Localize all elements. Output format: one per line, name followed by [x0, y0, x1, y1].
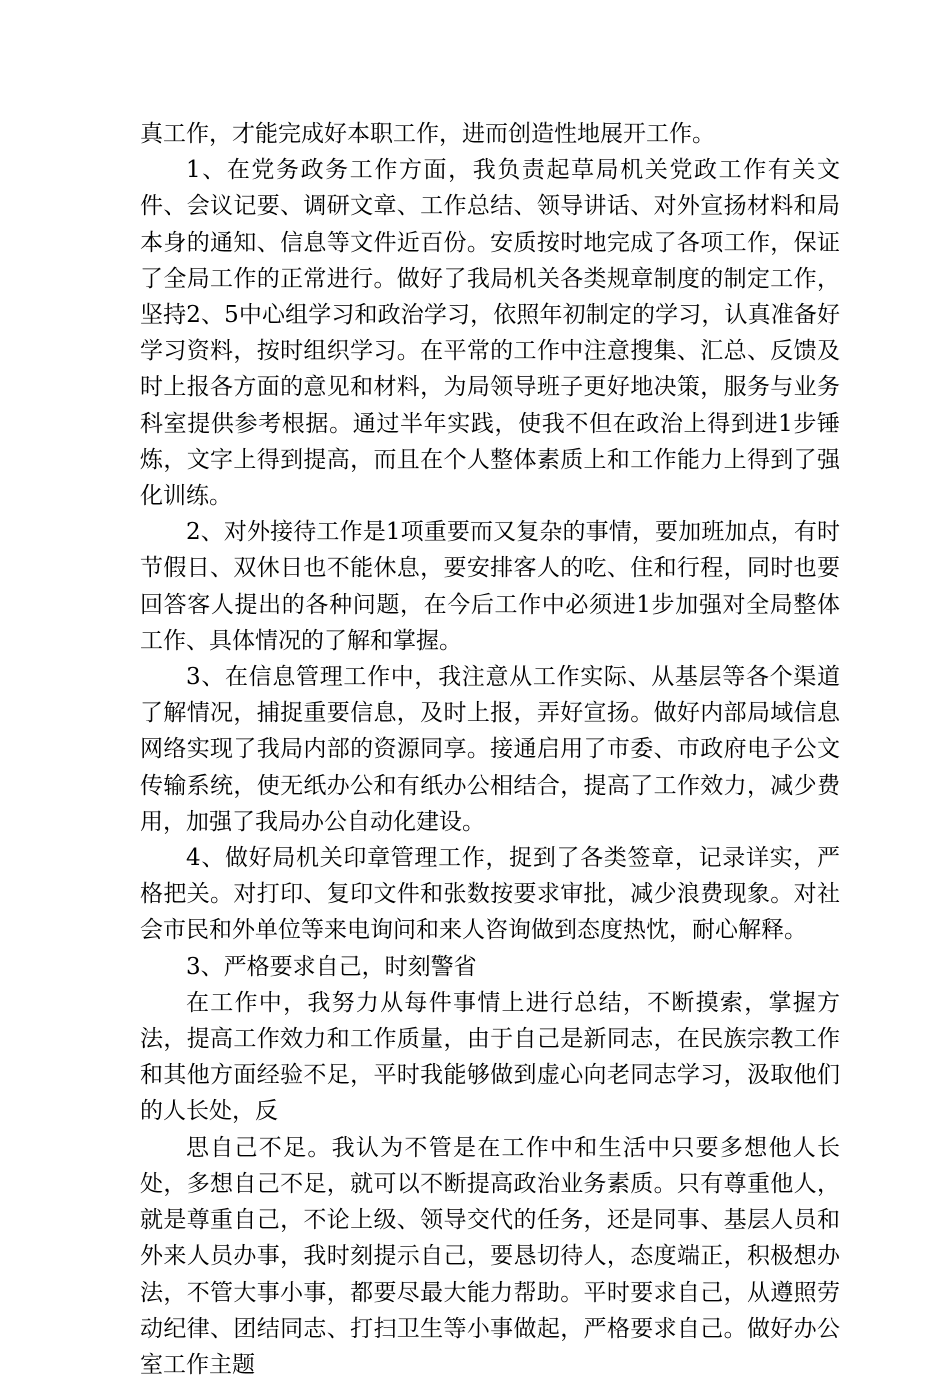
paragraph-party-affairs: 1、在党务政务工作方面，我负责起草局机关党政工作有关文件、会议记要、调研文章、工作总结、领导讲话、对外宣扬材料和局本身的通知、信息等文件近百份。安质按时地完成了各项工作，保证了全局工作的正常进行。做好了我局机关各类规章制度的制定工作，坚持2、5中心组学习和政治学习，依照年初制定的学习，认真准备好学习资料，按时组织学习。在平常的工作中注意搜集、汇总、反馈及时上报各方面的意见和材料，为局领导班子更好地决策，服务与业务科室提供参考根据。通过半年实践，使我不但在政治上得到进1步锤炼，文字上得到提高，而且在个人整体素质上和工作能力上得到了强化训练。 [140, 157, 840, 510]
paragraph-information-management: 3、在信息管理工作中，我注意从工作实际、从基层等各个渠道了解情况，捕捉重要信息，及时上报，弄好宣扬。做好内部局域信息网络实现了我局内部的资源同享。接通启用了市委、市政府电子公文传输系统，使无纸办公和有纸办公相结合，提高了工作效力，减少费用，加强了我局办公自动化建设。 [140, 664, 840, 835]
paragraph-work-summary: 在工作中，我努力从每件事情上进行总结，不断摸索，掌握方法，提高工作效力和工作质量，由于自己是新同志，在民族宗教工作和其他方面经验不足，平时我能够做到虚心向老同志学习，汲取他们的人长处，反 [140, 989, 840, 1125]
paragraph-continuation: 真工作，才能完成好本职工作，进而创造性地展开工作。 [140, 121, 715, 147]
document-body [140, 116, 840, 1383]
section-heading-self-discipline: 3、严格要求自己，时刻警省 [186, 953, 477, 980]
paragraph-seal-management: 4、做好局机关印章管理工作，捉到了各类签章，记录详实，严格把关。对打印、复印文件和张数按要求审批，减少浪费现象。对社会市民和外单位等来电询问和来人咨询做到态度热忱，耐心解释。 [140, 845, 840, 944]
paragraph-self-reflection: 思自己不足。我认为不管是在工作中和生活中只要多想他人长处，多想自己不足，就可以不断提高政治业务素质。只有尊重他人，就是尊重自己，不论上级、领导交代的任务，还是同事、基层人员和外来人员办事，我时刻提示自己，要恳切待人，态度端正，积极想办法，不管大事小事，都要尽最大能力帮助。平时要求自己，从遵照劳动纪律、团结同志、打扫卫生等小事做起，严格要求自己。做好办公室工作主题 [140, 1134, 840, 1378]
paragraph-reception: 2、对外接待工作是1项重要而又复杂的事情，要加班加点，有时节假日、双休日也不能休息，要安排客人的吃、住和行程，同时也要回答客人提出的各种问题，在今后工作中必须进1步加强对全局整体工作、具体情况的了解和掌握。 [140, 519, 840, 654]
